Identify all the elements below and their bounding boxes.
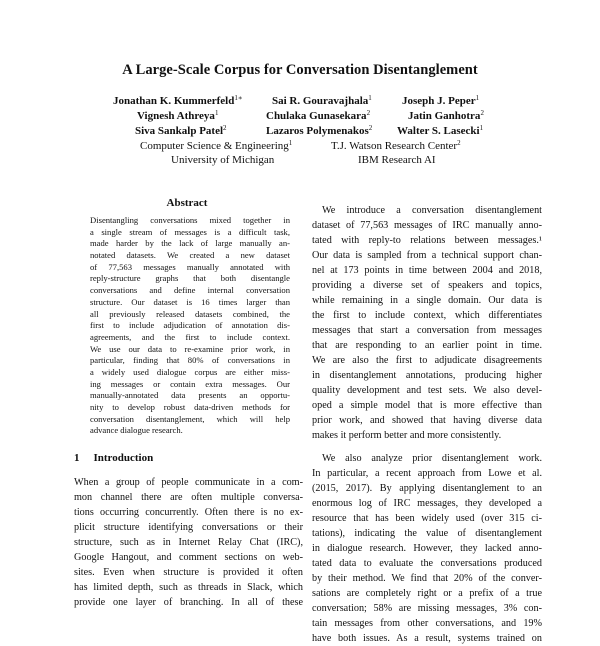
author-name: Lazaros Polymenakos$^2$ <box>266 124 373 137</box>
text-line: quality development and test sets. We also devel- <box>312 385 542 396</box>
text-line: tions occurring concurrently. Often there is no ex- <box>74 507 303 518</box>
text-line: sations are completely right or a prefix of a true <box>312 588 542 599</box>
text-line: tations), indicating the value of disentanglement <box>312 528 542 539</box>
text-line: by their method. We find that 20% of the conver- <box>312 573 542 584</box>
section-number: 1 <box>74 452 80 464</box>
text-line: When a group of people communicate in a com- <box>74 477 303 488</box>
text-line: structure. Our dataset is 16 times larger than <box>90 296 290 307</box>
text-line: makes it perform better and more consistently. <box>312 430 502 441</box>
text-line: messages that start a conversation from messages <box>312 325 542 336</box>
author-name: Jonathan K. Kummerfeld$^{1∗}$ <box>113 94 243 107</box>
author-name: Vignesh Athreya$^1$ <box>137 109 219 122</box>
abstract-text <box>90 215 290 437</box>
text-line: We are also the first to adjudicate disagreements <box>312 355 542 366</box>
text-line: manually-annotated data presents an opportu- <box>90 390 290 401</box>
text-line: nity to develop robust data-driven methods for <box>90 402 290 412</box>
section-heading-introduction <box>74 452 153 464</box>
text-line: conversation; 58% are missing messages, 3% con- <box>312 603 542 614</box>
text-line: (2015, 2017). By applying disentanglement to an <box>312 483 542 494</box>
text-line: nel at 173 points in time between 2004 and 2018, <box>312 265 542 276</box>
text-line: ing messages or contain extra messages. Our <box>90 378 290 389</box>
text-line: particular, finding that 80% of conversations in <box>90 355 290 366</box>
text-line: Google Hangout, and comment sections on web- <box>74 552 303 563</box>
text-line: tated data to evaluate the conversations produced <box>312 558 542 569</box>
affiliation-dept-2: T.J. Watson Research Center$^2$ <box>331 139 461 152</box>
text-line: mon channel there are often multiple conversa- <box>74 492 303 503</box>
text-line: made harder by the lack of large manually an- <box>90 238 290 249</box>
introduction-text <box>74 475 303 610</box>
text-line: have both issues. As a result, systems trained on <box>312 633 542 644</box>
author-name: Walter S. Lasecki$^1$ <box>397 124 484 137</box>
text-line: first to include adjudication of annotation dis- <box>90 320 290 331</box>
section-title: Introduction <box>93 452 154 464</box>
text-line: a widely used dialogue corpus are either miss- <box>90 366 290 377</box>
text-line: agreements, and the first to include context. <box>90 331 290 342</box>
text-line: prior work, and showed that having diverse data <box>312 415 542 426</box>
text-line: We use our data to re-examine prior work, in <box>90 343 290 354</box>
text-line: tated with reply-to relations between messages.¹ <box>312 235 542 246</box>
text-line: In particular, a recent approach from Lowe et al. <box>312 468 542 479</box>
right-column-text <box>312 203 542 646</box>
paragraph-2 <box>312 451 542 646</box>
text-line: dataset of 77,563 messages of IRC manually anno- <box>312 220 542 231</box>
text-line: conversation disentanglement, which will help <box>90 413 290 424</box>
text-line: that are responding to an earlier point in time. <box>312 340 542 351</box>
text-line: tain messages from other conversations, and 19% <box>312 618 542 629</box>
author-name: Siva Sankalp Patel$^2$ <box>135 124 227 137</box>
affiliation-dept-1: Computer Science & Engineering$^1$ <box>140 139 293 152</box>
text-line: We also analyze prior disentanglement work. <box>322 453 542 464</box>
author-name: Chulaka Gunasekara$^2$ <box>266 109 371 122</box>
author-row-1 <box>0 94 600 108</box>
author-name: Joseph J. Peper$^1$ <box>402 94 480 107</box>
text-line: structure, such as in Internet Relay Chat (IRC), <box>74 537 303 548</box>
text-line: in disentanglement annotations, producing higher <box>312 370 542 381</box>
text-line: plicit structure identifying conversations or their <box>74 522 303 533</box>
text-line: advance dialogue research. <box>90 425 183 436</box>
text-line: resource that has been widely used (over 315 ci- <box>312 513 542 524</box>
text-line: has limited depth, such as threads in Slack, which <box>74 582 303 593</box>
author-row-3 <box>0 124 600 138</box>
affiliation-org-2: IBM Research AI <box>358 154 436 166</box>
text-line: providing a diverse set of speakers and topics, <box>312 280 542 291</box>
text-line: a single stream of messages is a difficult task, <box>90 226 290 237</box>
text-line: of 77,563 messages manually annotated with <box>90 261 290 272</box>
abstract-heading: Abstract <box>166 197 208 209</box>
text-line: in dialogue research. However, they lacked anno- <box>312 543 542 554</box>
author-name: Sai R. Gouravajhala$^1$ <box>272 94 372 107</box>
text-line: notated datasets. We created a new dataset <box>90 250 290 261</box>
text-line: while remaining in a single domain. Our data is <box>312 295 542 306</box>
text-line: conversations and define internal conversation <box>90 285 290 296</box>
text-line: provide one layer of branching. In all of these <box>74 597 303 608</box>
affiliation-org-1: University of Michigan <box>171 154 275 166</box>
text-line: oped a simple model that is more effective than <box>312 400 542 411</box>
paragraph-1 <box>312 203 542 443</box>
text-line: Our data is sampled from a technical support chan- <box>312 250 542 261</box>
paper-title: A Large-Scale Corpus for Conversation Disentanglement <box>122 62 478 78</box>
text-line: the first to include context, which differentiates <box>312 310 542 321</box>
text-line: all previously released datasets combined, the <box>90 308 290 319</box>
text-line: We introduce a conversation disentanglement <box>322 205 542 216</box>
text-line: sites. Even when structure is provided it often <box>74 567 303 578</box>
text-line: Disentangling conversations mixed together in <box>90 215 290 225</box>
author-name: Jatin Ganhotra$^2$ <box>408 109 484 122</box>
text-line: enormous log of IRC messages, they developed a <box>312 498 542 509</box>
author-row-2 <box>0 109 600 123</box>
text-line: reply-structure graphs that both disentangle <box>90 273 290 284</box>
